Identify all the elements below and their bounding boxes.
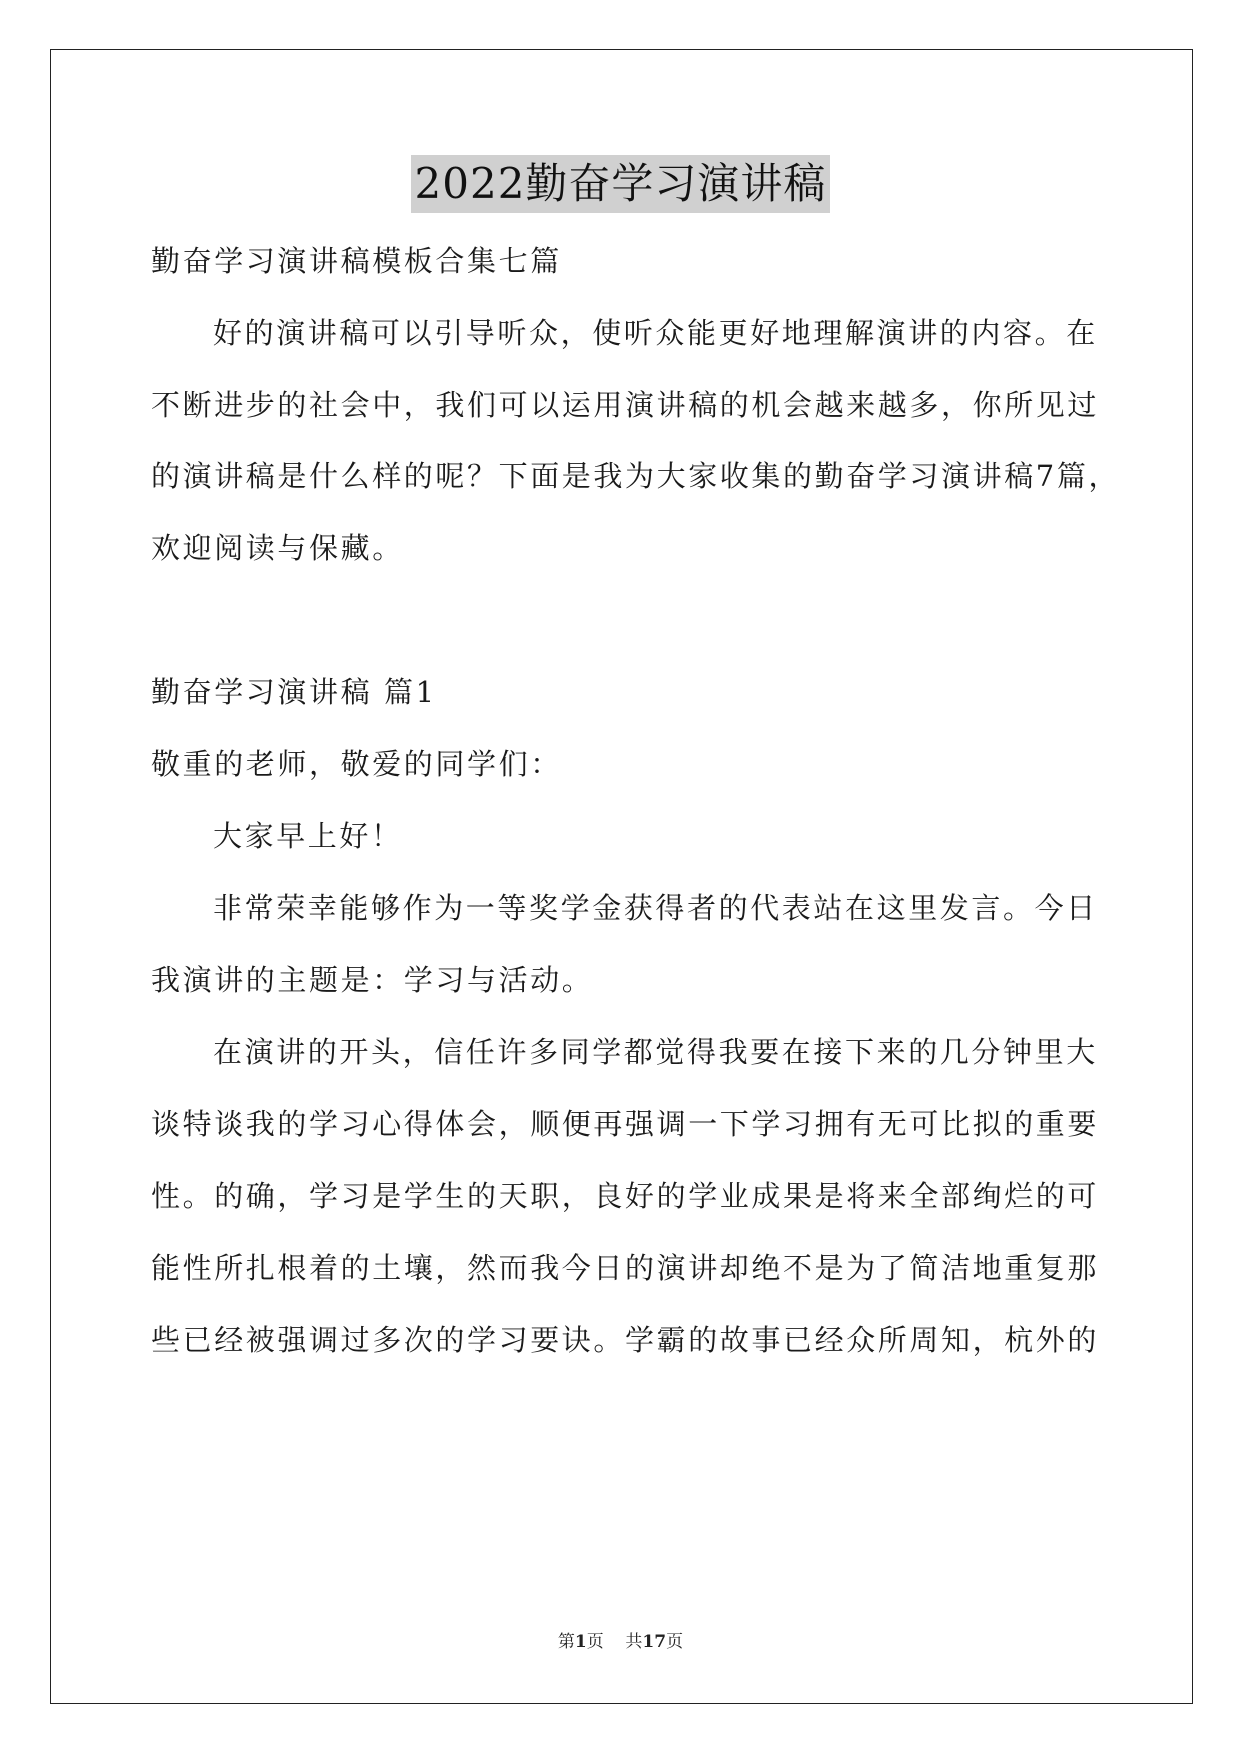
para2-line-3: 性。的确，学习是学生的天职，良好的学业成果是将来全部绚烂的可 xyxy=(151,1179,1100,1213)
document-title: 2022勤奋学习演讲稿 xyxy=(411,155,831,213)
greeting: 大家早上好！ xyxy=(213,819,403,853)
intro-line-4: 欢迎阅读与保藏。 xyxy=(151,531,404,565)
para2-line-5: 些已经被强调过多次的学习要诀。学霸的故事已经众所周知，杭外的 xyxy=(151,1323,1100,1357)
page-prefix: 第 xyxy=(557,1632,575,1652)
total-prefix: 共 xyxy=(625,1632,643,1652)
para1-line-2: 我演讲的主题是：学习与活动。 xyxy=(151,963,594,997)
page-border xyxy=(50,49,1193,1704)
intro-line-3: 的演讲稿是什么样的呢？下面是我为大家收集的勤奋学习演讲稿7篇， xyxy=(151,459,1121,493)
page-number: 1 xyxy=(574,1632,587,1652)
title-container xyxy=(0,155,1241,213)
section-heading: 勤奋学习演讲稿 篇1 xyxy=(151,675,437,709)
document-subtitle: 勤奋学习演讲稿模板合集七篇 xyxy=(151,244,562,278)
salutation: 敬重的老师，敬爱的同学们： xyxy=(151,747,562,781)
para2-line-1: 在演讲的开头，信任许多同学都觉得我要在接下来的几分钟里大 xyxy=(213,1035,1098,1069)
para1-line-1: 非常荣幸能够作为一等奖学金获得者的代表站在这里发言。今日 xyxy=(213,891,1098,925)
total-suffix: 页 xyxy=(666,1632,684,1652)
page-footer xyxy=(0,1630,1241,1654)
intro-line-1: 好的演讲稿可以引导听众，使听众能更好地理解演讲的内容。在 xyxy=(213,316,1098,350)
page-suffix: 页 xyxy=(586,1632,604,1652)
para2-line-2: 谈特谈我的学习心得体会，顺便再强调一下学习拥有无可比拟的重要 xyxy=(151,1107,1100,1141)
total-pages: 17 xyxy=(642,1632,667,1652)
para2-line-4: 能性所扎根着的土壤，然而我今日的演讲却绝不是为了简洁地重复那 xyxy=(151,1251,1100,1285)
intro-line-2: 不断进步的社会中，我们可以运用演讲稿的机会越来越多，你所见过 xyxy=(151,388,1100,422)
